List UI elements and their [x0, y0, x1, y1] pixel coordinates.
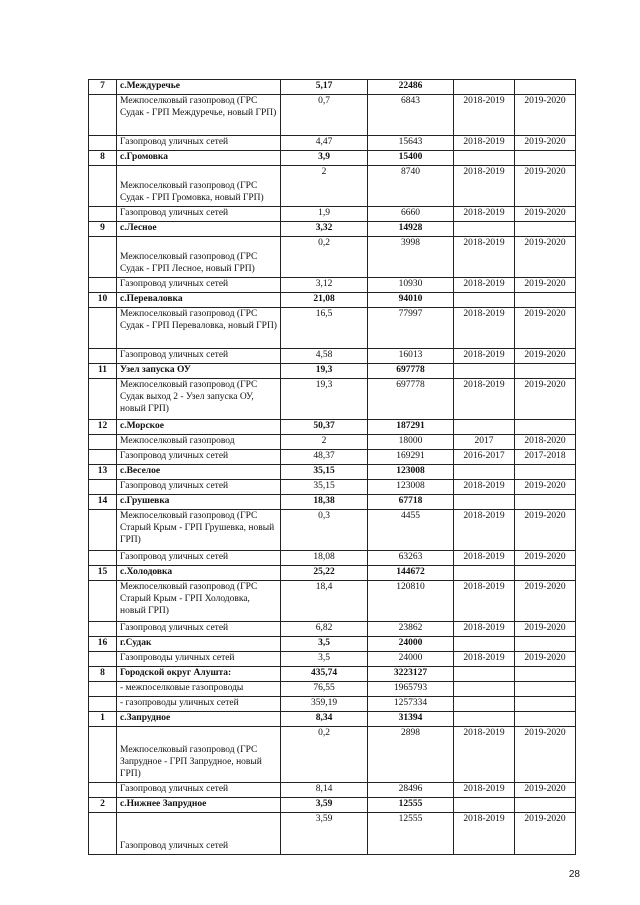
row-cost: 4455 — [368, 509, 454, 550]
row-number — [89, 509, 117, 550]
row-number — [89, 651, 117, 666]
row-length: 35,15 — [281, 479, 368, 494]
row-number — [89, 580, 117, 621]
row-design-years — [454, 636, 515, 651]
row-name: Межпоселковый газопровод (ГРС Судак - ГРП Громовка, новый ГРП) — [117, 165, 281, 206]
row-design-years: 2018-2019 — [454, 94, 515, 135]
row-name: Межпоселковый газопровод (ГРС Старый Крым - ГРП Холодовка, новый ГРП) — [117, 580, 281, 621]
row-build-years: 2019-2020 — [515, 236, 576, 277]
row-number — [89, 681, 117, 696]
row-name: Межпоселковый газопровод (ГРС Судак - ГРП Лесное, новый ГРП) — [117, 236, 281, 277]
table-row — [89, 236, 576, 277]
row-name: Газопровод уличных сетей — [117, 348, 281, 363]
row-length: 18,08 — [281, 550, 368, 565]
row-build-years: 2019-2020 — [515, 277, 576, 292]
row-number — [89, 621, 117, 636]
row-name: Межпоселковый газопровод (ГРС Судак выход 2 - Узел запуска ОУ, новый ГРП) — [117, 378, 281, 419]
row-length: 35,15 — [281, 464, 368, 479]
row-name: Газопровод уличных сетей — [117, 782, 281, 797]
row-number — [89, 94, 117, 135]
row-length: 50,37 — [281, 419, 368, 434]
row-name: Межпоселковый газопровод (ГРС Старый Крым - ГРП Грушевка, новый ГРП) — [117, 509, 281, 550]
table-row — [89, 135, 576, 150]
table-row — [89, 651, 576, 666]
row-build-years: 2019-2020 — [515, 509, 576, 550]
row-cost: 77997 — [368, 307, 454, 348]
row-design-years: 2018-2019 — [454, 307, 515, 348]
row-name: с.Лесное — [117, 221, 281, 236]
row-name: Межпоселковый газопровод (ГРС Судак - ГРП Перевaловка, новый ГРП) — [117, 307, 281, 348]
row-design-years — [454, 494, 515, 509]
row-name: г.Судак — [117, 636, 281, 651]
table-row — [89, 726, 576, 782]
table-row-settlement — [89, 464, 576, 479]
table-row — [89, 550, 576, 565]
row-build-years — [515, 711, 576, 726]
row-name: - межпоселковые газопроводы — [117, 681, 281, 696]
table-row-settlement — [89, 292, 576, 307]
row-build-years: 2019-2020 — [515, 580, 576, 621]
row-length: 8,34 — [281, 711, 368, 726]
row-name: Газопровод уличных сетей — [117, 277, 281, 292]
row-design-years — [454, 80, 515, 95]
table-row — [89, 580, 576, 621]
row-number: 15 — [89, 565, 117, 580]
row-length: 18,38 — [281, 494, 368, 509]
table-row — [89, 621, 576, 636]
row-build-years: 2019-2020 — [515, 621, 576, 636]
row-length: 48,37 — [281, 449, 368, 464]
row-length: 0,2 — [281, 726, 368, 782]
row-cost: 697778 — [368, 378, 454, 419]
row-length: 76,55 — [281, 681, 368, 696]
row-cost: 28496 — [368, 782, 454, 797]
row-number — [89, 782, 117, 797]
row-design-years — [454, 221, 515, 236]
row-length: 4,58 — [281, 348, 368, 363]
row-number — [89, 449, 117, 464]
row-cost: 12555 — [368, 812, 454, 854]
row-name: с.Нижнее Запрудное — [117, 797, 281, 812]
row-length: 0,7 — [281, 94, 368, 135]
row-design-years: 2018-2019 — [454, 580, 515, 621]
row-number — [89, 165, 117, 206]
row-design-years — [454, 681, 515, 696]
row-name: с.Веселое — [117, 464, 281, 479]
row-design-years — [454, 666, 515, 681]
row-design-years: 2017 — [454, 434, 515, 449]
table-row-settlement — [89, 150, 576, 165]
row-build-years — [515, 292, 576, 307]
row-design-years: 2018-2019 — [454, 236, 515, 277]
row-number — [89, 696, 117, 711]
row-number — [89, 434, 117, 449]
row-build-years — [515, 494, 576, 509]
row-number — [89, 378, 117, 419]
row-cost: 15400 — [368, 150, 454, 165]
table-row-settlement — [89, 666, 576, 681]
row-name: Газопровод уличных сетей — [117, 479, 281, 494]
row-design-years: 2018-2019 — [454, 348, 515, 363]
row-build-years — [515, 150, 576, 165]
table-row — [89, 434, 576, 449]
row-cost: 123008 — [368, 479, 454, 494]
row-build-years — [515, 681, 576, 696]
row-build-years: 2018-2020 — [515, 434, 576, 449]
row-number: 14 — [89, 494, 117, 509]
table-row — [89, 479, 576, 494]
row-design-years: 2018-2019 — [454, 206, 515, 221]
row-cost: 6660 — [368, 206, 454, 221]
row-build-years: 2019-2020 — [515, 94, 576, 135]
table-row-settlement — [89, 221, 576, 236]
row-design-years — [454, 363, 515, 378]
row-build-years — [515, 464, 576, 479]
row-length: 3,32 — [281, 221, 368, 236]
table-row — [89, 509, 576, 550]
row-length: 1,9 — [281, 206, 368, 221]
row-design-years — [454, 565, 515, 580]
row-name: Городской округ Алушта: — [117, 666, 281, 681]
row-name: Газопровод уличных сетей — [117, 550, 281, 565]
row-build-years: 2019-2020 — [515, 479, 576, 494]
row-number — [89, 550, 117, 565]
row-cost: 697778 — [368, 363, 454, 378]
row-design-years: 2018-2019 — [454, 621, 515, 636]
row-design-years — [454, 292, 515, 307]
row-build-years: 2017-2018 — [515, 449, 576, 464]
row-build-years: 2019-2020 — [515, 135, 576, 150]
row-build-years: 2019-2020 — [515, 348, 576, 363]
row-design-years: 2018-2019 — [454, 782, 515, 797]
row-length: 21,08 — [281, 292, 368, 307]
row-name: Межпоселковый газопровод (ГРС Запрудное - ГРП Запрудное, новый ГРП) — [117, 726, 281, 782]
table-row — [89, 206, 576, 221]
row-number: 7 — [89, 80, 117, 95]
row-design-years: 2018-2019 — [454, 165, 515, 206]
row-cost: 24000 — [368, 636, 454, 651]
row-length: 16,5 — [281, 307, 368, 348]
row-build-years — [515, 80, 576, 95]
row-length: 5,17 — [281, 80, 368, 95]
row-cost: 3998 — [368, 236, 454, 277]
row-cost: 94010 — [368, 292, 454, 307]
table-row — [89, 449, 576, 464]
row-number: 12 — [89, 419, 117, 434]
row-number — [89, 479, 117, 494]
row-number: 11 — [89, 363, 117, 378]
table-row — [89, 696, 576, 711]
row-name: Газопроводы уличных сетей — [117, 651, 281, 666]
row-length: 3,9 — [281, 150, 368, 165]
row-cost: 6843 — [368, 94, 454, 135]
row-number — [89, 277, 117, 292]
table-row-settlement — [89, 711, 576, 726]
row-design-years — [454, 419, 515, 434]
row-number: 2 — [89, 797, 117, 812]
row-cost: 8740 — [368, 165, 454, 206]
row-cost: 1257334 — [368, 696, 454, 711]
row-length: 3,5 — [281, 636, 368, 651]
row-cost: 67718 — [368, 494, 454, 509]
row-cost: 15643 — [368, 135, 454, 150]
table-row — [89, 378, 576, 419]
row-cost: 14928 — [368, 221, 454, 236]
row-number: 8 — [89, 666, 117, 681]
row-cost: 169291 — [368, 449, 454, 464]
row-build-years — [515, 363, 576, 378]
row-build-years: 2019-2020 — [515, 165, 576, 206]
row-number: 8 — [89, 150, 117, 165]
row-length: 3,12 — [281, 277, 368, 292]
table-row-settlement — [89, 797, 576, 812]
row-cost: 24000 — [368, 651, 454, 666]
row-build-years: 2019-2020 — [515, 206, 576, 221]
page-number: 28 — [568, 869, 580, 880]
row-number — [89, 307, 117, 348]
table-body — [89, 80, 576, 855]
row-cost: 2898 — [368, 726, 454, 782]
row-number: 1 — [89, 711, 117, 726]
row-design-years: 2018-2019 — [454, 378, 515, 419]
row-number — [89, 236, 117, 277]
table-row-settlement — [89, 419, 576, 434]
row-build-years: 2019-2020 — [515, 782, 576, 797]
row-cost: 123008 — [368, 464, 454, 479]
row-design-years: 2018-2019 — [454, 277, 515, 292]
row-build-years — [515, 221, 576, 236]
row-length: 435,74 — [281, 666, 368, 681]
row-name: с.Запрудное — [117, 711, 281, 726]
table-row-settlement — [89, 565, 576, 580]
table-row — [89, 782, 576, 797]
row-length: 8,14 — [281, 782, 368, 797]
row-cost: 63263 — [368, 550, 454, 565]
row-design-years: 2016-2017 — [454, 449, 515, 464]
row-number — [89, 135, 117, 150]
row-length: 25,22 — [281, 565, 368, 580]
table-row-settlement — [89, 363, 576, 378]
row-cost: 1965793 — [368, 681, 454, 696]
table-row-settlement — [89, 636, 576, 651]
row-cost: 120810 — [368, 580, 454, 621]
row-name: с.Перевaловка — [117, 292, 281, 307]
row-cost: 10930 — [368, 277, 454, 292]
gas-pipeline-table — [88, 79, 576, 855]
row-number: 9 — [89, 221, 117, 236]
row-design-years — [454, 150, 515, 165]
row-cost: 187291 — [368, 419, 454, 434]
row-cost: 18000 — [368, 434, 454, 449]
row-name: Газопровод уличных сетей — [117, 206, 281, 221]
row-name: с.Междуречье — [117, 80, 281, 95]
table-row — [89, 307, 576, 348]
row-name: Газопровод уличных сетей — [117, 621, 281, 636]
row-build-years: 2019-2020 — [515, 726, 576, 782]
row-cost: 3223127 — [368, 666, 454, 681]
row-length: 359,19 — [281, 696, 368, 711]
table-row-settlement — [89, 494, 576, 509]
row-length: 6,82 — [281, 621, 368, 636]
row-name: с.Громовка — [117, 150, 281, 165]
row-name: - газопроводы уличных сетей — [117, 696, 281, 711]
row-name: Узел запуска ОУ — [117, 363, 281, 378]
row-name: с.Холодовка — [117, 565, 281, 580]
row-number — [89, 726, 117, 782]
row-design-years — [454, 797, 515, 812]
row-build-years — [515, 565, 576, 580]
row-length: 4,47 — [281, 135, 368, 150]
row-cost: 16013 — [368, 348, 454, 363]
row-design-years: 2018-2019 — [454, 812, 515, 854]
row-design-years: 2018-2019 — [454, 479, 515, 494]
row-name: Газопровод уличных сетей — [117, 135, 281, 150]
row-build-years — [515, 696, 576, 711]
row-length: 19,3 — [281, 363, 368, 378]
row-number — [89, 348, 117, 363]
row-length: 19,3 — [281, 378, 368, 419]
row-build-years: 2019-2020 — [515, 651, 576, 666]
row-name: Газопровод уличных сетей — [117, 812, 281, 854]
row-design-years: 2018-2019 — [454, 135, 515, 150]
table-row — [89, 277, 576, 292]
row-number — [89, 206, 117, 221]
row-cost: 23862 — [368, 621, 454, 636]
row-name: Межпоселковый газопровод — [117, 434, 281, 449]
row-design-years: 2018-2019 — [454, 509, 515, 550]
table-row — [89, 165, 576, 206]
row-build-years: 2019-2020 — [515, 307, 576, 348]
row-build-years: 2019-2020 — [515, 812, 576, 854]
row-design-years — [454, 711, 515, 726]
row-build-years — [515, 636, 576, 651]
row-length: 3,59 — [281, 797, 368, 812]
row-design-years — [454, 696, 515, 711]
row-cost: 144672 — [368, 565, 454, 580]
row-design-years: 2018-2019 — [454, 726, 515, 782]
table-row — [89, 94, 576, 135]
row-length: 2 — [281, 434, 368, 449]
row-length: 0,3 — [281, 509, 368, 550]
row-length: 3,5 — [281, 651, 368, 666]
row-build-years — [515, 419, 576, 434]
row-length: 2 — [281, 165, 368, 206]
row-build-years — [515, 797, 576, 812]
table-row — [89, 348, 576, 363]
row-design-years — [454, 464, 515, 479]
row-name: Межпоселковый газопровод (ГРС Судак - ГРП Междуречье, новый ГРП) — [117, 94, 281, 135]
row-name: с.Грушевка — [117, 494, 281, 509]
table-row-settlement — [89, 80, 576, 95]
row-number: 16 — [89, 636, 117, 651]
row-design-years: 2018-2019 — [454, 651, 515, 666]
row-length: 0,2 — [281, 236, 368, 277]
row-design-years: 2018-2019 — [454, 550, 515, 565]
row-build-years: 2019-2020 — [515, 378, 576, 419]
row-number — [89, 812, 117, 854]
row-name: Газопровод уличных сетей — [117, 449, 281, 464]
row-build-years — [515, 666, 576, 681]
table-row — [89, 681, 576, 696]
row-length: 3,59 — [281, 812, 368, 854]
row-number: 10 — [89, 292, 117, 307]
row-cost: 12555 — [368, 797, 454, 812]
table-row — [89, 812, 576, 854]
row-length: 18,4 — [281, 580, 368, 621]
row-name: с.Морское — [117, 419, 281, 434]
row-cost: 31394 — [368, 711, 454, 726]
row-cost: 22486 — [368, 80, 454, 95]
row-number: 13 — [89, 464, 117, 479]
row-build-years: 2019-2020 — [515, 550, 576, 565]
